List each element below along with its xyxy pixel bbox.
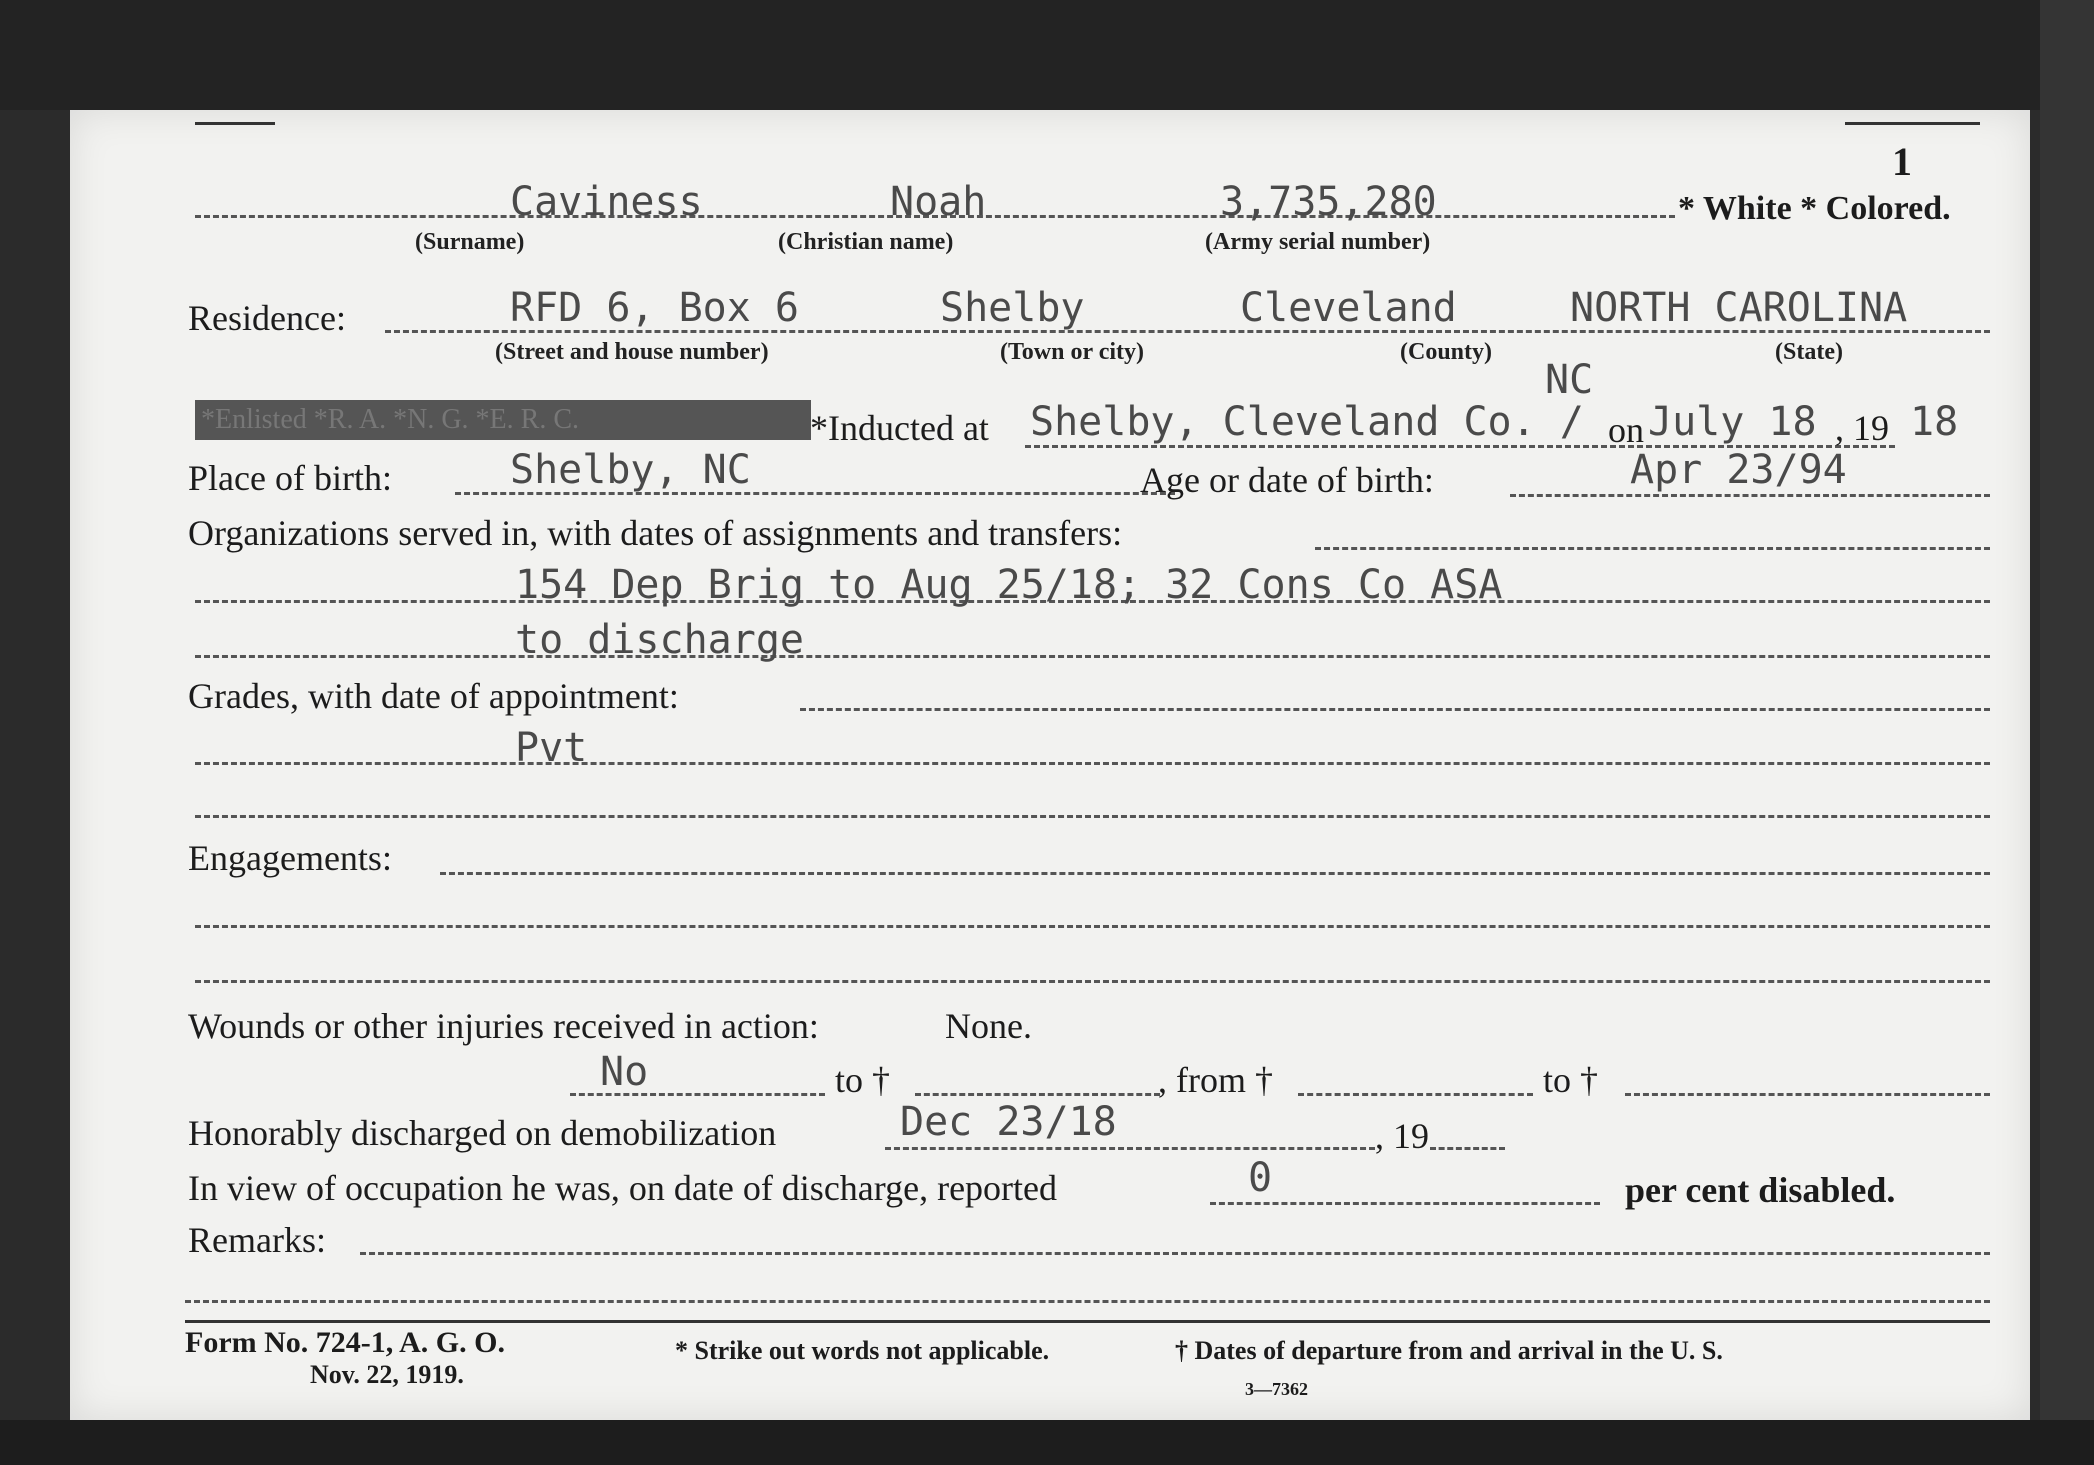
form-number: Form No. 724-1, A. G. O. <box>185 1326 505 1359</box>
serial-number-value: 3,735,280 <box>1220 179 1437 225</box>
grades-value: Pvt <box>515 725 588 771</box>
race-options: * White * Colored. <box>1678 190 1951 227</box>
organizations-dashes-3 <box>195 655 1990 658</box>
induction-state-abbr: NC <box>1545 357 1594 403</box>
residence-state-value: NORTH CAROLINA <box>1570 285 1908 331</box>
discharge-year-dashes <box>1430 1147 1505 1150</box>
organizations-line-1: 154 Dep Brig to Aug 25/18; 32 Cons Co ASA <box>515 562 1503 608</box>
engagements-dashes-1 <box>440 872 1990 875</box>
disability-dashes <box>1210 1202 1600 1205</box>
state-label: (State) <box>1775 339 1843 365</box>
overseas-to-dashes <box>915 1093 1160 1096</box>
induction-year-value: 18 <box>1910 399 1959 445</box>
overseas-to-label: to † <box>835 1060 891 1100</box>
top-right-rule <box>1845 122 1980 125</box>
grades-label: Grades, with date of appointment: <box>188 676 679 716</box>
age-dashes <box>1510 494 1990 497</box>
residence-street-value: RFD 6, Box 6 <box>510 285 799 331</box>
discharge-date-value: Dec 23/18 <box>900 1099 1117 1145</box>
scanner-background-bottom <box>0 1420 2094 1465</box>
strike-note: * Strike out words not applicable. <box>675 1336 1050 1365</box>
residence-label: Residence: <box>188 298 346 338</box>
residence-town-value: Shelby <box>940 285 1085 331</box>
disability-label: In view of occupation he was, on date of discharge, reported <box>188 1168 1058 1208</box>
place-of-birth-label: Place of birth: <box>188 458 392 498</box>
overseas-from2-dashes <box>1298 1093 1533 1096</box>
engagements-dashes-3 <box>195 980 1990 983</box>
residence-county-value: Cleveland <box>1240 285 1457 331</box>
scanner-background-top <box>0 0 2094 110</box>
christian-name-value: Noah <box>890 179 987 225</box>
remarks-label: Remarks: <box>188 1220 326 1260</box>
discharge-dashes <box>885 1147 1375 1150</box>
street-label: (Street and house number) <box>495 339 769 365</box>
dates-note: † Dates of departure from and arrival in the U. S. <box>1175 1336 1723 1365</box>
form-date: Nov. 22, 1919. <box>310 1360 464 1389</box>
print-code: 3—7362 <box>1245 1379 1308 1399</box>
card-number: 1 <box>1892 139 1912 184</box>
induction-on-label: on <box>1608 410 1644 450</box>
footer-rule <box>185 1320 1990 1323</box>
remarks-dashes-2 <box>185 1300 1990 1303</box>
service-record-card <box>70 110 2030 1420</box>
christian-name-label: (Christian name) <box>778 229 954 255</box>
grades-dashes-1 <box>800 708 1990 711</box>
disability-value: 0 <box>1248 1155 1273 1201</box>
discharge-year-label: , 19 <box>1375 1116 1429 1156</box>
serial-number-label: (Army serial number) <box>1205 229 1431 255</box>
inducted-at-label: *Inducted at <box>810 408 989 448</box>
induction-date-value: July 18 <box>1648 399 1817 445</box>
organizations-line-2: to discharge <box>515 617 804 663</box>
surname-value: Caviness <box>510 179 703 225</box>
overseas-to2-dashes <box>1625 1093 1990 1096</box>
overseas-to2-label: to † <box>1543 1060 1599 1100</box>
organizations-label: Organizations served in, with dates of assignments and transfers: <box>188 513 1123 553</box>
discharge-label: Honorably discharged on demobilization <box>188 1113 777 1153</box>
top-left-rule <box>195 122 275 125</box>
disability-suffix: per cent disabled. <box>1625 1170 1896 1210</box>
overseas-from2-label: , from † <box>1158 1060 1273 1100</box>
wounds-value: None. <box>945 1006 1032 1046</box>
grades-dashes-2 <box>195 762 1990 765</box>
organizations-dashes-1 <box>1315 547 1990 550</box>
place-of-birth-value: Shelby, NC <box>510 447 751 493</box>
surname-label: (Surname) <box>415 229 525 255</box>
remarks-dashes-1 <box>360 1252 1990 1255</box>
overseas-from-value: No <box>600 1049 649 1095</box>
age-label: Age or date of birth: <box>1140 460 1434 500</box>
induction-place-value: Shelby, Cleveland Co. / <box>1030 399 1584 445</box>
county-label: (County) <box>1400 339 1493 365</box>
date-of-birth-value: Apr 23/94 <box>1630 447 1847 493</box>
wounds-label: Wounds or other injuries received in action: <box>188 1006 819 1046</box>
struck-enlisted-options: *Enlisted *R. A. *N. G. *E. R. C. <box>195 400 811 440</box>
town-label: (Town or city) <box>1000 339 1144 365</box>
grades-dashes-3 <box>195 815 1990 818</box>
engagements-dashes-2 <box>195 925 1990 928</box>
engagements-label: Engagements: <box>188 838 392 878</box>
scanner-background-right <box>2040 0 2094 1465</box>
induction-year-prefix: , 19 <box>1835 408 1889 448</box>
